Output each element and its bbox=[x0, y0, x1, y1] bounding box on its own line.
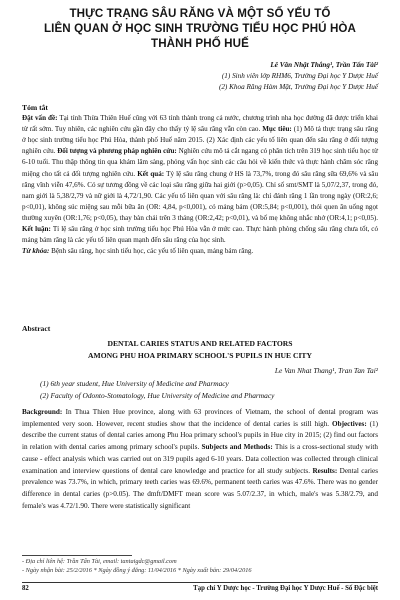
background-label: Đặt vấn đề: bbox=[22, 114, 58, 123]
journal-name: Tạp chí Y Dược học - Trường Đại học Y Dược Huế - Số Đặc biệt bbox=[193, 585, 378, 592]
en-objectives-label: Objectives: bbox=[331, 419, 367, 428]
footer-divider bbox=[22, 582, 378, 583]
background-text: Tại tỉnh Thừa Thiên Huế cũng với 63 tỉnh thành trong cả nước, chương trình nha học đường đã được triển khai từ rất sớm. Tuy nhiên, các nghiên cứu gần đây cho thấy tỷ lệ sâu răng vẫn còn cao. bbox=[22, 114, 379, 134]
abstract-heading: Abstract bbox=[22, 324, 51, 333]
summary-paragraph bbox=[22, 113, 378, 246]
objectives-text: (1) Mô tả thực trạng sâu răng ở học sinh trường tiểu học Phú Hòa, thành phố Huế năm 2015. (2) Xác định các yếu tố liên quan đến sâu răng ở đối tượng nghiên cứu. bbox=[22, 125, 378, 156]
english-title-line-1: DENTAL CARIES STATUS AND RELATED FACTORS bbox=[107, 339, 293, 348]
en-background-text: In Thua Thien Hue province, along with 63 provinces of Vietnam, the school of dental program was implemented very soon. However, recent studies show that the incidence of dental caries is still high. bbox=[22, 408, 379, 428]
title-line-1: THỰC TRẠNG SÂU RĂNG VÀ MỘT SỐ YẾU TỐ bbox=[69, 7, 331, 20]
results-text: Tỷ lệ sâu răng chung ở HS là 73,7%, trong đó sâu răng sữa 69,6% và sâu răng vĩnh viễn 47,6%. Có sự tương đồng về các loại sâu răng giữa hai giới (p>0,05). Chỉ số smt/SMT là 5,07/2,37, trong đó, nam giới là 5,38/2,79 và nữ giới là 4,72/1,90. Các yếu tố liên quan với sâu răng là: chỉ đánh răng 1 lần trong ngày (OR:2,6; p<0,01), không súc miệng sau mỗi bữa ăn (OR: 4,84, p<0,001), có mảng bám (OR:5,84; p<0,001), thói quen ăn uống ngọt thường xuyên (OR:1,76; p<0,05), thay bàn chải trên 3 tháng (OR:2,42; p<0,01), và bố mẹ không nhắc nhở (OR:4,1; p<0,05). bbox=[22, 169, 378, 222]
en-results-text: Dental caries prevalence was 73.7%, in which, primary teeth caries was 69.6%, permanent teeth caries was 47.6%. There was no gender difference in dental caries (p>0.05). The dmft/DMFT mean score was 5.07/2.37, in which, male's was 5.38/2.79, and female's was 4.72/1.90. There were statistically significant bbox=[22, 466, 379, 510]
english-affiliations bbox=[40, 378, 378, 402]
english-title-line-2: AMONG PHU HOA PRIMARY SCHOOL'S PUPILS IN HUE CITY bbox=[88, 351, 312, 360]
footnote bbox=[22, 558, 378, 575]
en-background-label: Background: bbox=[22, 408, 63, 416]
author-names: Lê Văn Nhật Thắng¹, Trần Tấn Tài² bbox=[270, 61, 378, 69]
english-affiliation-2: (2) Faculty of Odonto-Stomatology, Hue University of Medicine and Pharmacy bbox=[40, 391, 275, 400]
english-authors: Le Van Nhat Thang¹, Tran Tan Tai² bbox=[274, 366, 378, 375]
en-methods-label: Subjects and Methods: bbox=[201, 443, 273, 452]
summary-heading: Tóm tắt bbox=[22, 103, 48, 112]
conclusion-text: Tỉ lệ sâu răng ở học sinh trường tiểu học Phú Hòa vẫn ở mức cao. Thực hành phòng chống sâu răng chưa tốt, có mảng bám răng là các yếu tố liên quan mạnh đến sâu răng của học sinh. bbox=[22, 225, 378, 245]
keywords-text: Bệnh sâu răng, học sinh tiểu học, các yếu tố liên quan, mảng bám răng. bbox=[51, 247, 254, 256]
keywords bbox=[22, 246, 378, 257]
title-line-2: LIÊN QUAN Ở HỌC SINH TRƯỜNG TIỂU HỌC PHÚ HÒA bbox=[43, 22, 357, 35]
en-results-label: Results: bbox=[312, 466, 338, 475]
footnote-divider bbox=[22, 555, 132, 556]
methods-label: Đối tượng và phương pháp nghiên cứu: bbox=[57, 147, 177, 156]
footnote-dates: - Ngày nhận bài: 25/2/2016 * Ngày đồng ý đăng: 11/04/2016 * Ngày xuất bản: 29/04/2016 bbox=[22, 566, 252, 574]
vietnamese-title bbox=[40, 6, 360, 51]
affiliation-2: (2) Khoa Răng Hàm Mặt, Trường Đại học Y Dược Huế bbox=[218, 83, 378, 91]
vietnamese-summary bbox=[22, 102, 378, 257]
title-line-3: THÀNH PHỐ HUẾ bbox=[151, 37, 249, 50]
en-methods-text: This is a cross-sectional study with cause - effect analysis which was carried out on 319 pupils aged 6-10 years. Data collection was collected through clinical examination and interview questions of dental care knowledge and practice for all study subjects. bbox=[22, 443, 379, 475]
english-abstract-body bbox=[22, 407, 378, 512]
objectives-label: Mục tiêu: bbox=[262, 125, 292, 134]
results-label: Kết quả: bbox=[137, 169, 165, 178]
keywords-label: Từ khóa: bbox=[22, 247, 50, 256]
affiliation-1: (1) Sinh viên lớp RHM6, Trường Đại học Y Dược Huế bbox=[221, 72, 378, 80]
english-affiliation-1: (1) 6th year student, Hue University of Medicine and Pharmacy bbox=[40, 379, 229, 388]
vietnamese-authors-block bbox=[219, 60, 378, 93]
page-number: 82 bbox=[22, 585, 29, 592]
footnote-contact: - Địa chỉ liên hệ: Trần Tấn Tài, email: tantaigdc@gmail.com bbox=[22, 558, 177, 565]
english-title bbox=[22, 338, 378, 362]
methods-text: Nghiên cứu mô tả cắt ngang có phân tích trên 319 học sinh tiểu học từ 6-10 tuổi. Thu thập thông tin qua khám lâm sàng, phỏng vấn học sinh các câu hỏi về kiến thức và thực hành chăm sóc răng miệng cho tất cả đối tượng nghiên cứu. bbox=[22, 147, 378, 178]
en-objectives-text: (1) describe the current status of dental caries among Phu Hoa primary school's pupils in Hue city in 2015; (2) find out factors in relation with dental caries among primary school's pupils. bbox=[22, 419, 378, 452]
conclusion-label: Kết luận: bbox=[22, 225, 51, 234]
